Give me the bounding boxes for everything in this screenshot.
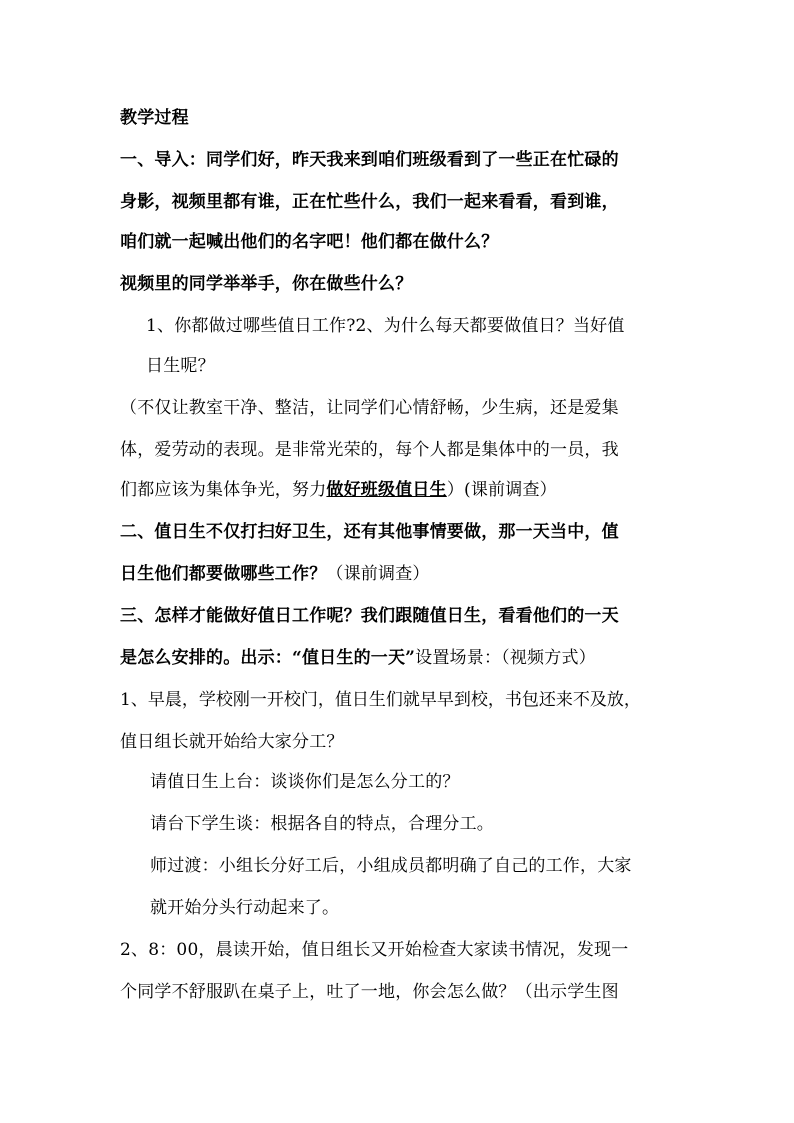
section-1-line-4: 视频里的同学举举手，你在做些什么？ — [120, 274, 413, 294]
paragraph-1-line-1: （不仅让教室干净、整洁，让同学们心情舒畅，少生病，还是爱集 — [120, 398, 619, 418]
underlined-phrase: 做好班级值日生 — [326, 480, 447, 500]
section-3-line-1: 三、怎样才能做好值日工作呢？我们跟随值日生，看看他们的一天 — [120, 606, 619, 626]
section-2-line-2 — [120, 562, 680, 586]
item-2-line-1: 2、8：00，晨读开始，值日组长又开始检查大家读书情况，发现一 — [120, 940, 629, 960]
item-1-line-2: 值日组长就开始给大家分工？ — [120, 732, 344, 752]
section-3-line-2 — [120, 646, 680, 670]
item-2-line-2: 个同学不舒服趴在桌子上，吐了一地，你会怎么做？（出示学生图 — [120, 982, 619, 1002]
item-1-sub-2: 请台下学生谈：根据各自的特点，合理分工。 — [150, 814, 494, 834]
paragraph-1-note: ）(课前调查） — [446, 480, 557, 500]
section-3-heading: 是怎么安排的。出示：“值日生的一天” — [120, 648, 416, 668]
item-1-line-1: 1、早晨，学校刚一开校门，值日生们就早早到校，书包还来不及放， — [120, 690, 641, 710]
section-2-line-1: 二、值日生不仅打扫好卫生，还有其他事情要做，那一天当中，值 — [120, 522, 619, 542]
item-1-sub-1: 请值日生上台：谈谈你们是怎么分工的？ — [150, 772, 460, 792]
question-1-line-2: 日生呢？ — [146, 356, 215, 376]
paragraph-1-text: 们都应该为集体争光，努力 — [120, 480, 327, 500]
section-2-note: （课前调查） — [326, 564, 430, 584]
section-1-line-1: 一、导入：同学们好，昨天我来到咱们班级看到了一些正在忙碌的 — [120, 150, 619, 170]
paragraph-1-line-2: 体，爱劳动的表现。是非常光荣的，每个人都是集体中的一员，我 — [120, 440, 619, 460]
section-2-question: 日生他们都要做哪些工作？ — [120, 564, 327, 584]
question-1-line-1: 1、你都做过哪些值日工作?2、为什么每天都要做值日？当好值 — [146, 316, 625, 336]
section-1-line-2: 身影，视频里都有谁，正在忙些什么，我们一起来看看，看到谁， — [120, 192, 619, 212]
doc-title: 教学过程 — [120, 108, 189, 128]
item-1-sub-3: 师过渡：小组长分好工后，小组成员都明确了自己的工作，大家 — [150, 856, 632, 876]
section-3-note: 设置场景：（视频方式） — [415, 648, 596, 668]
paragraph-1-line-3 — [120, 478, 680, 502]
section-1-line-3: 咱们就一起喊出他们的名字吧！他们都在做什么？ — [120, 232, 499, 252]
item-1-sub-4: 就开始分头行动起来了。 — [150, 898, 340, 918]
